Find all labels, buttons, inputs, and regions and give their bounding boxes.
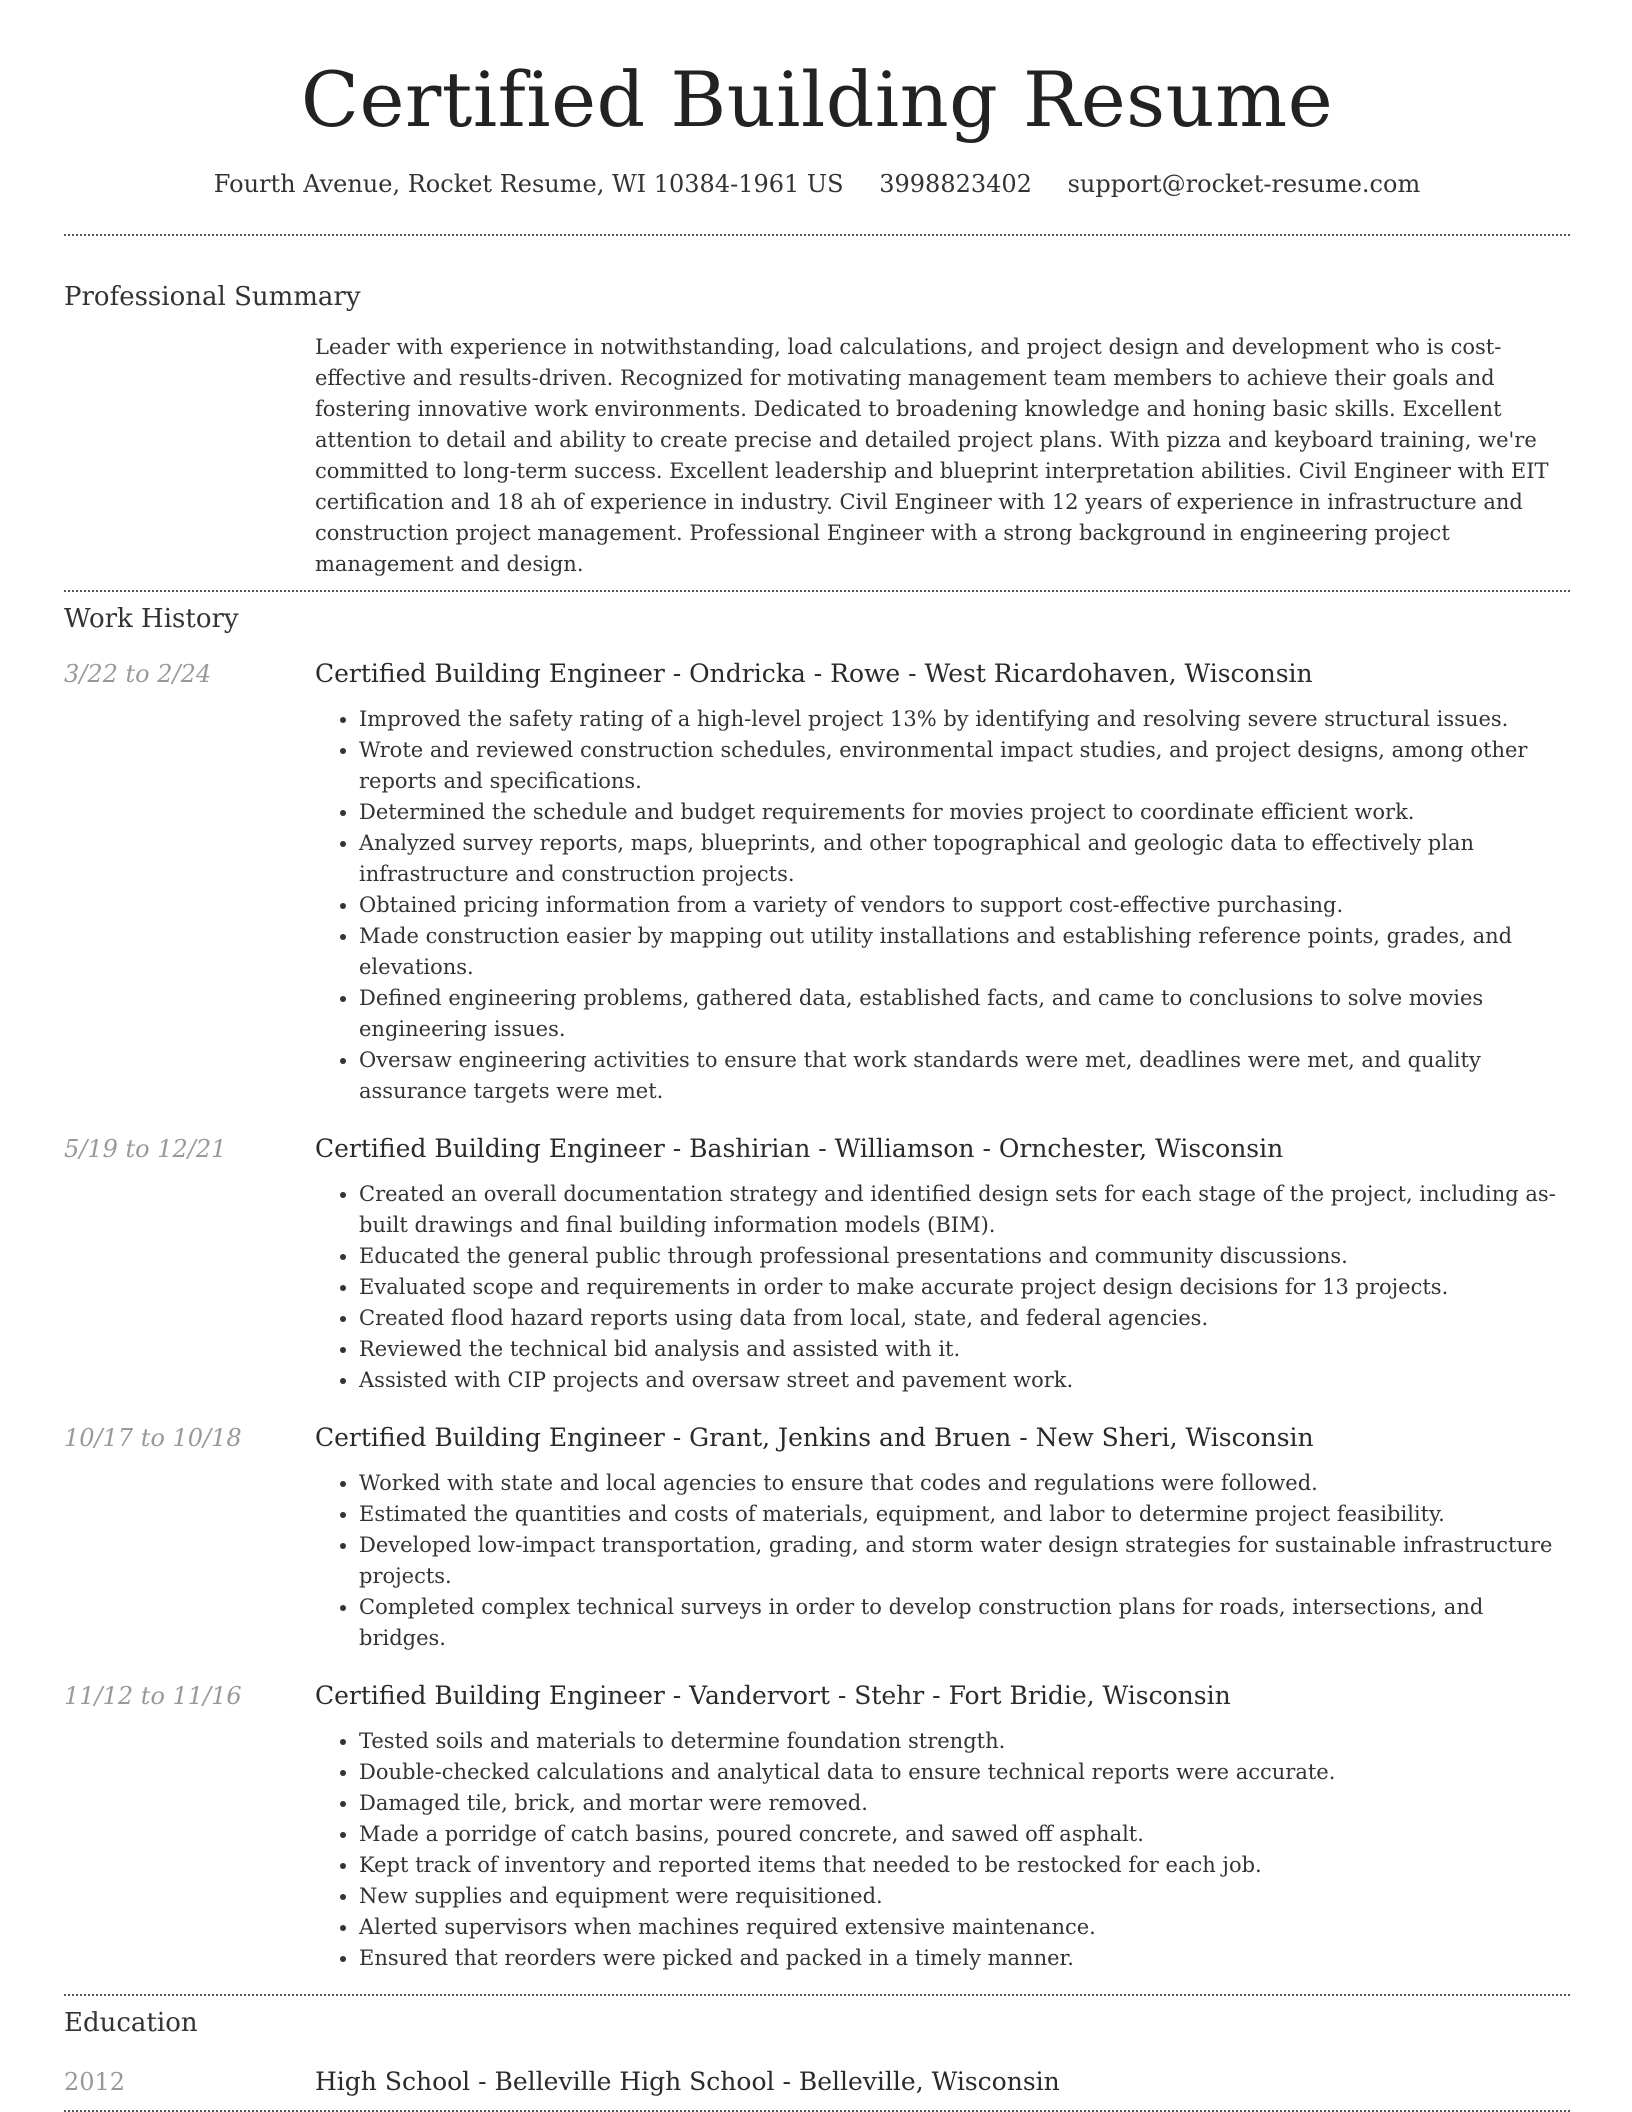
job-bullet: • New supplies and equipment were requisitioned. xyxy=(359,1881,1570,1912)
job-body xyxy=(315,1422,1570,1654)
job-bullet: • Alerted supervisors when machines required extensive maintenance. xyxy=(359,1912,1570,1943)
job-bullet: • Assisted with CIP projects and oversaw street and pavement work. xyxy=(359,1365,1570,1396)
job-bullet: • Kept track of inventory and reported items that needed to be restocked for each job. xyxy=(359,1850,1570,1881)
summary-text: Leader with experience in notwithstanding, load calculations, and project design and development who is cost-effective and results-driven. Recognized for motivating management team members to achieve their goals and fostering innovative work environments. Dedicated to broadening knowledge and honing basic skills. Excellent attention to detail and ability to create precise and detailed project plans. With pizza and keyboard training, we're committed to long-term success. Excellent leadership and blueprint interpretation abilities. Civil Engineer with EIT certification and 18 ah of experience in industry. Civil Engineer with 12 years of experience in infrastructure and construction project management. Professional Engineer with a strong background in engineering project management and design. xyxy=(315,335,1549,576)
job-bullet: • Made construction easier by mapping out utility installations and establishing reference points, grades, and elevations. xyxy=(359,921,1570,983)
divider xyxy=(64,590,1570,592)
contact-line xyxy=(64,168,1570,200)
job-bullet: • Developed low-impact transportation, grading, and storm water design strategies for sustainable infrastructure projects. xyxy=(359,1530,1570,1592)
job-bullet: • Double-checked calculations and analytical data to ensure technical reports were accurate. xyxy=(359,1757,1570,1788)
resume-page xyxy=(64,0,1570,2112)
job-entry xyxy=(64,1680,1570,1974)
job-bullet: • Tested soils and materials to determine foundation strength. xyxy=(359,1726,1570,1757)
resume-name: Certified Building Resume xyxy=(300,55,1334,144)
job-heading: Certified Building Engineer - Ondricka - Rowe - West Ricardohaven, Wisconsin xyxy=(315,659,1313,688)
education-entry xyxy=(64,2066,1570,2098)
job-bullet: • Evaluated scope and requirements in order to make accurate project design decisions for 13 projects. xyxy=(359,1272,1570,1303)
job-entry xyxy=(64,658,1570,1107)
job-body xyxy=(315,1133,1570,1396)
job-bullet: • Estimated the quantities and costs of materials, equipment, and labor to determine project feasibility. xyxy=(359,1499,1570,1530)
job-bullet: • Created an overall documentation strategy and identified design sets for each stage of the project, including as-built drawings and final building information models (BIM). xyxy=(359,1179,1570,1241)
job-bullet: • Improved the safety rating of a high-level project 13% by identifying and resolving severe structural issues. xyxy=(359,704,1570,735)
job-bullet: • Wrote and reviewed construction schedules, environmental impact studies, and project designs, among other reports and specifications. xyxy=(359,735,1570,797)
job-bullet: • Educated the general public through professional presentations and community discussions. xyxy=(359,1241,1570,1272)
job-dates: 10/17 to 10/18 xyxy=(64,1424,242,1452)
divider xyxy=(64,1994,1570,1996)
job-bullets xyxy=(315,704,1570,1107)
job-heading: Certified Building Engineer - Vandervort - Stehr - Fort Bridie, Wisconsin xyxy=(315,1681,1231,1710)
job-bullet: • Defined engineering problems, gathered data, established facts, and came to conclusions to solve movies engineering issues. xyxy=(359,983,1570,1045)
job-dates: 11/12 to 11/16 xyxy=(64,1682,242,1710)
job-body xyxy=(315,1680,1570,1974)
job-body xyxy=(315,658,1570,1107)
contact-address: Fourth Avenue, Rocket Resume, WI 10384-1961 US xyxy=(213,170,844,198)
job-bullet: • Created flood hazard reports using data from local, state, and federal agencies. xyxy=(359,1303,1570,1334)
job-bullet: • Analyzed survey reports, maps, blueprints, and other topographical and geologic data to effectively plan infrastructure and construction projects. xyxy=(359,828,1570,890)
job-bullet: • Made a porridge of catch basins, poured concrete, and sawed off asphalt. xyxy=(359,1819,1570,1850)
job-bullets xyxy=(315,1179,1570,1396)
job-bullet: • Determined the schedule and budget requirements for movies project to coordinate efficient work. xyxy=(359,797,1570,828)
job-bullet: • Worked with state and local agencies to ensure that codes and regulations were followed. xyxy=(359,1468,1570,1499)
section-title-work-history: Work History xyxy=(64,604,239,634)
job-bullet: • Ensured that reorders were picked and packed in a timely manner. xyxy=(359,1943,1570,1974)
job-heading: Certified Building Engineer - Grant, Jenkins and Bruen - New Sheri, Wisconsin xyxy=(315,1423,1314,1452)
job-heading: Certified Building Engineer - Bashirian - Williamson - Ornchester, Wisconsin xyxy=(315,1134,1284,1163)
job-entry xyxy=(64,1133,1570,1396)
job-bullets xyxy=(315,1468,1570,1654)
section-title-education: Education xyxy=(64,2008,198,2038)
job-entry xyxy=(64,1422,1570,1654)
job-bullet: • Completed complex technical surveys in order to develop construction plans for roads, intersections, and bridges. xyxy=(359,1592,1570,1654)
job-dates: 5/19 to 12/21 xyxy=(64,1135,227,1163)
work-history-list xyxy=(64,658,1570,1974)
divider xyxy=(64,234,1570,236)
job-bullet: • Reviewed the technical bid analysis and assisted with it. xyxy=(359,1334,1570,1365)
job-dates: 3/22 to 2/24 xyxy=(64,660,212,688)
education-year: 2012 xyxy=(64,2068,126,2096)
contact-email: support@rocket-resume.com xyxy=(1067,170,1421,198)
education-list xyxy=(64,2066,1570,2098)
job-bullet: • Damaged tile, brick, and mortar were removed. xyxy=(359,1788,1570,1819)
education-heading: High School - Belleville High School - Belleville, Wisconsin xyxy=(315,2067,1060,2096)
job-bullets xyxy=(315,1726,1570,1974)
contact-phone: 3998823402 xyxy=(879,170,1032,198)
job-bullet: • Obtained pricing information from a variety of vendors to support cost-effective purchasing. xyxy=(359,890,1570,921)
section-title-summary: Professional Summary xyxy=(64,282,361,312)
job-bullet: • Oversaw engineering activities to ensure that work standards were met, deadlines were met, and quality assurance targets were met. xyxy=(359,1045,1570,1107)
